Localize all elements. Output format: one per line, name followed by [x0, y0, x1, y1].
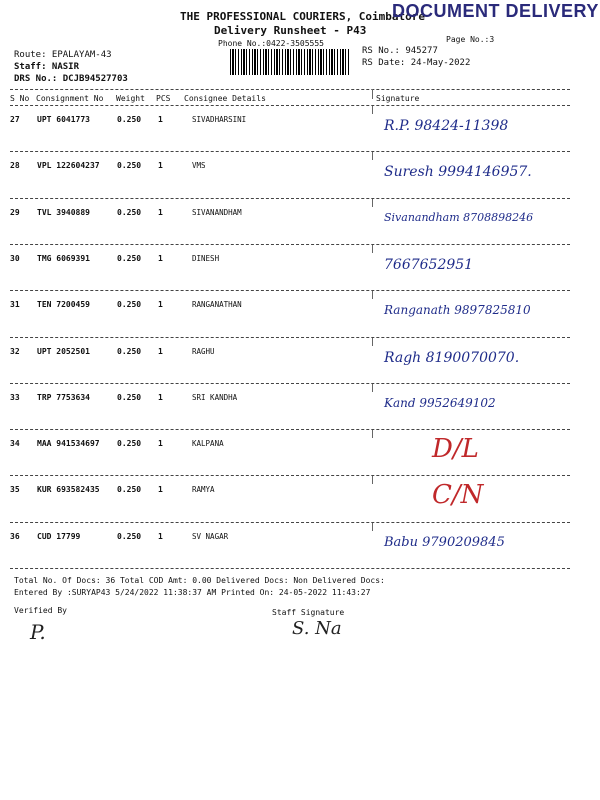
phone-number: Phone No.:0422-3505555: [218, 39, 324, 48]
row-pcs: 1: [158, 115, 163, 124]
company-name: THE PROFESSIONAL COURIERS, Coimbatore: [180, 10, 426, 23]
signature-divider: [372, 384, 373, 392]
row-pcs: 1: [158, 531, 163, 541]
route-field: Route: EPALAYAM-43: [14, 50, 112, 60]
table-top-rule: [10, 89, 570, 90]
rs-number: RS No.: 945277: [362, 46, 438, 56]
row-consignee: VMS: [192, 161, 206, 171]
drs-number: DRS No.: DCJB94527703: [14, 74, 128, 84]
staff-signature-label: Staff Signature: [272, 608, 345, 617]
row-weight: 0.250: [117, 392, 142, 402]
row-consignee: KALPANA: [192, 439, 224, 449]
row-pcs: 1: [158, 439, 163, 449]
signature-divider: [372, 199, 373, 207]
header-divider: [372, 89, 373, 99]
row-signature: 7667652951: [384, 256, 474, 273]
row-rule: [10, 475, 570, 476]
row-weight: 0.250: [117, 346, 142, 356]
signature-divider: [372, 106, 373, 114]
signature-divider: [372, 245, 373, 253]
row-consignment-no: VPL 122604237: [37, 161, 100, 171]
row-sno: 34: [10, 439, 20, 449]
row-rule: [10, 244, 570, 245]
col-signature: Signature: [376, 94, 420, 103]
row-rule: [10, 198, 570, 199]
row-rule: [10, 522, 570, 523]
row-signature: Ranganath 9897825810: [384, 303, 531, 318]
row-consignment-no: UPT 6041773: [37, 115, 90, 124]
signature-divider: [372, 476, 373, 484]
signature-divider: [372, 291, 373, 299]
row-consignment-no: KUR 693582435: [37, 485, 100, 495]
row-sno: 33: [10, 392, 20, 402]
row-consignment-no: MAA 941534697: [37, 439, 100, 449]
col-consignee: Consignee Details: [184, 94, 266, 103]
row-signature: Babu 9790209845: [384, 534, 505, 550]
row-consignment-no: TMG 6069391: [37, 253, 90, 263]
row-pcs: 1: [158, 300, 163, 310]
signature-divider: [372, 152, 373, 160]
page-number: Page No.:3: [446, 35, 495, 44]
verified-by-label: Verified By: [14, 606, 67, 615]
runsheet-title: Delivery Runsheet - P43: [214, 24, 367, 37]
row-consignee: SV NAGAR: [192, 531, 229, 541]
row-consignee: RAGHU: [192, 346, 215, 356]
barcode: [230, 49, 350, 75]
row-pcs: 1: [158, 161, 163, 171]
col-weight: Weight: [116, 94, 145, 103]
row-sno: 29: [10, 207, 20, 217]
row-pcs: 1: [158, 485, 163, 495]
totals-line: Total No. Of Docs: 36 Total COD Amt: 0.00 Delivered Docs: Non Delivered Docs:: [14, 576, 385, 585]
verified-signature: P.: [30, 620, 46, 644]
row-rule: [10, 568, 570, 569]
row-signature: Kand 9952649102: [384, 395, 496, 410]
row-rule: [10, 151, 570, 152]
row-weight: 0.250: [117, 207, 142, 217]
row-sno: 36: [10, 531, 20, 541]
row-pcs: 1: [158, 392, 163, 402]
row-sno: 30: [10, 253, 20, 263]
staff-field: Staff: NASIR: [14, 62, 80, 72]
row-consignee: DINESH: [192, 253, 220, 263]
col-pcs: PCS: [156, 94, 171, 103]
row-signature: Suresh 9994146957.: [384, 164, 532, 181]
row-signature: C/N: [432, 480, 484, 511]
rs-date: RS Date: 24-May-2022: [362, 58, 471, 68]
row-weight: 0.250: [117, 531, 142, 541]
row-signature: Ragh 8190070070.: [384, 349, 520, 366]
row-consignee: SIVADHARSINI: [192, 115, 247, 124]
row-signature: D/L: [432, 434, 479, 465]
row-consignee: RANGANATHAN: [192, 300, 242, 310]
row-pcs: 1: [158, 207, 163, 217]
row-sno: 31: [10, 300, 20, 310]
col-sno: S No: [10, 94, 30, 103]
row-sno: 28: [10, 161, 20, 171]
document-delivery-stamp: DOCUMENT DELIVERY: [392, 1, 599, 21]
row-rule: [10, 337, 570, 338]
row-consignee: SIVANANDHAM: [192, 207, 242, 217]
row-consignment-no: TVL 3940889: [37, 207, 90, 217]
col-consignment: Consignment No: [36, 94, 104, 103]
row-sno: 35: [10, 485, 20, 495]
row-weight: 0.250: [117, 300, 142, 310]
row-rule: [10, 429, 570, 430]
row-consignment-no: UPT 2052501: [37, 346, 90, 356]
entered-by-line: Entered By :SURYAP43 5/24/2022 11:38:37 AM Printed On: 24-05-2022 11:43:27: [14, 588, 371, 597]
row-sno: 32: [10, 346, 20, 356]
row-weight: 0.250: [117, 253, 142, 263]
row-consignment-no: TRP 7753634: [37, 392, 90, 402]
signature-divider: [372, 523, 373, 531]
row-consignee: SRI KANDHA: [192, 392, 238, 402]
row-weight: 0.250: [117, 161, 142, 171]
row-rule: [10, 383, 570, 384]
row-consignee: RAMYA: [192, 485, 215, 495]
staff-signature: S. Na: [292, 618, 342, 639]
signature-divider: [372, 338, 373, 346]
header-rule: [10, 105, 570, 106]
signature-divider: [372, 430, 373, 438]
row-rule: [10, 290, 570, 291]
row-signature: Sivanandham 8708898246: [384, 210, 534, 224]
row-consignment-no: TEN 7200459: [37, 300, 90, 310]
row-weight: 0.250: [117, 439, 142, 449]
row-consignment-no: CUD 17799: [37, 531, 81, 541]
row-sno: 27: [10, 115, 20, 124]
row-weight: 0.250: [117, 115, 142, 124]
row-pcs: 1: [158, 253, 163, 263]
row-pcs: 1: [158, 346, 163, 356]
row-signature: R.P. 98424-11398: [384, 118, 509, 134]
row-weight: 0.250: [117, 485, 142, 495]
